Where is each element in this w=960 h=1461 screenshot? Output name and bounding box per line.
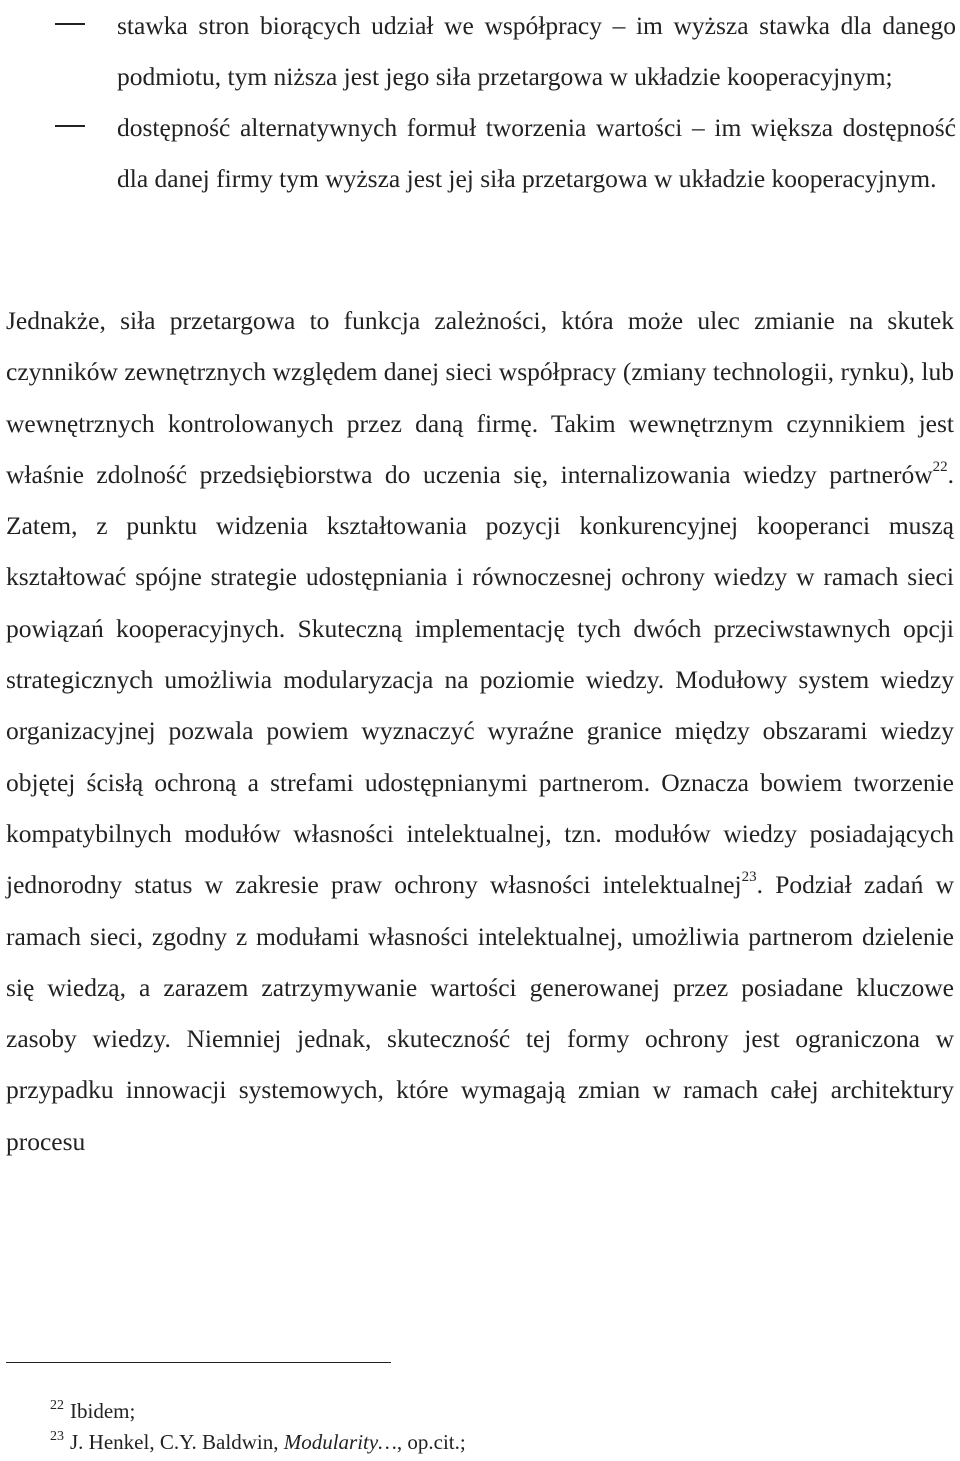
dash-bullet-icon	[55, 23, 85, 25]
dash-bullet-icon	[55, 125, 85, 127]
bullet-text: dostępność alternatywnych formuł tworzenia wartości – im większa dostępność dla danej firmy tym wyższa jest jej siła przetargowa w układzie kooperacyjnym.	[117, 113, 956, 193]
paragraph-text: . Zatem, z punktu widzenia kształtowania pozycji konkurencyjnej kooperanci muszą kształtować spójne strategie udostępniania i równoczesnej ochrony wiedzy w ramach sieci powiązań kooperacyjnych. Skuteczną implementację tych dwóch przeciwstawnych opcji strategicznych umożliwia modularyzacja na poziomie wiedzy. Modułowy system wiedzy organizacyjnej pozwala powiem wyznaczyć wyraźne granice między obszarami wiedzy objętej ścisłą ochroną a strefami udostępnianymi partnerom. Oznacza bowiem tworzenie kompatybilnych modułów własności intelektualnej, tzn. modułów wiedzy posiadających jednorodny status w zakresie praw ochrony własności intelektualnej	[6, 459, 954, 900]
footnote-text: J. Henkel, C.Y. Baldwin,	[70, 1430, 284, 1454]
footnotes	[50, 1396, 466, 1458]
bullet-list	[0, 0, 960, 204]
footnote-reference[interactable]: 23	[741, 869, 757, 886]
footnote-reference[interactable]: 22	[932, 458, 948, 475]
footnote-number: 22	[50, 1398, 64, 1413]
bullet-item	[0, 0, 960, 102]
footnote-number: 23	[50, 1429, 64, 1444]
paragraph-text: . Podział zadań w ramach sieci, zgodny z modułami własności intelektualnej, umożliwia partnerom dzielenie się wiedzą, a zarazem zatrzymywanie wartości generowanej przez posiadane kluczowe zasoby wiedzy. Niemniej jednak, skuteczność tej formy ochrony jest ograniczona w przypadku innowacji systemowych, które wymagają zmian w ramach całej architektury procesu	[6, 870, 954, 1156]
bullet-item	[0, 102, 960, 204]
paragraph-text: Jednakże, siła przetargowa to funkcja zależności, która może ulec zmianie na skutek czynników zewnętrznych względem danej sieci współpracy (zmiany technologii, rynku), lub wewnętrznych kontrolowanych przez daną firmę. Takim wewnętrznym czynnikiem jest właśnie zdolność przedsiębiorstwa do uczenia się, internalizowania wiedzy partnerów	[6, 306, 954, 489]
footnote-item	[50, 1427, 466, 1458]
footnote-item	[50, 1396, 466, 1427]
footnote-text: , op.cit.;	[396, 1430, 466, 1454]
bullet-text: stawka stron biorących udział we współpracy – im wyższa stawka dla danego podmiotu, tym niższa jest jego siła przetargowa w układzie kooperacyjnym;	[117, 11, 956, 91]
footnote-cited-title: Modularity…	[283, 1430, 397, 1454]
footnote-separator	[6, 1362, 391, 1363]
footnote-text: Ibidem;	[70, 1399, 136, 1423]
body-paragraph	[6, 295, 954, 1167]
